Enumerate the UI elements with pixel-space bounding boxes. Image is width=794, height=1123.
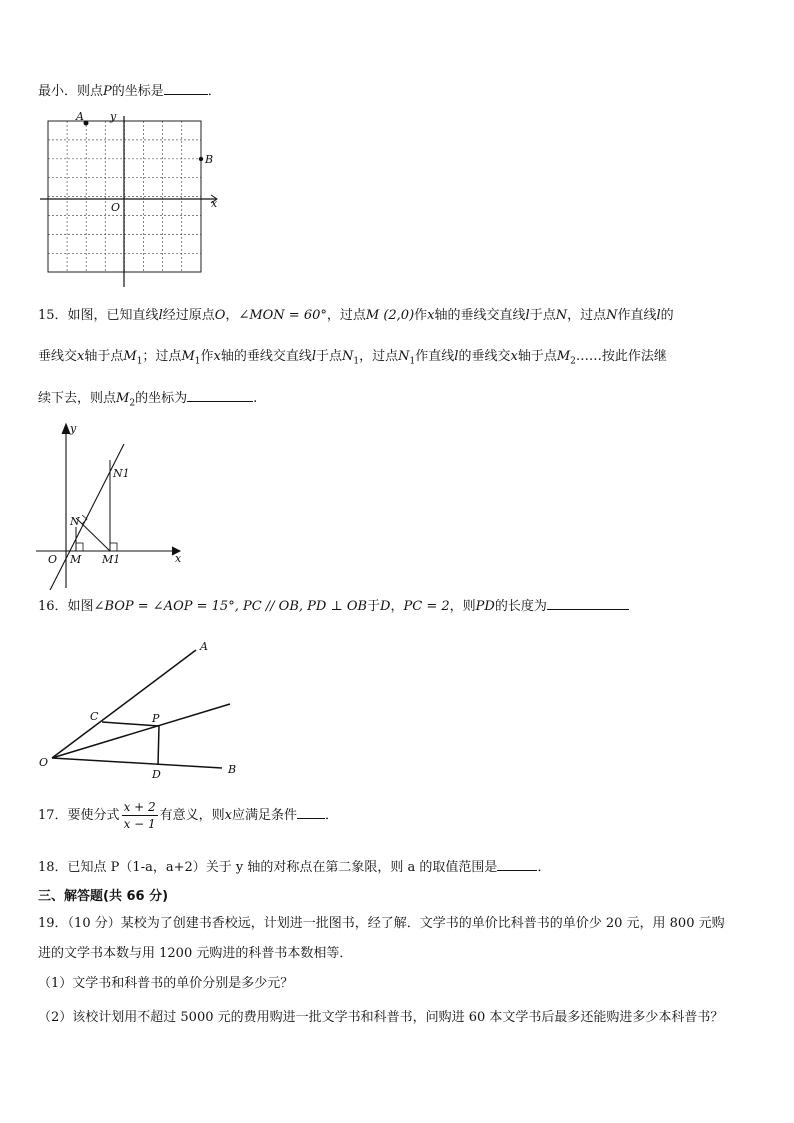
segment-pd <box>158 726 159 765</box>
answer-blank-18[interactable] <box>497 858 537 871</box>
label-n1: N1 <box>113 467 130 480</box>
ray-oa <box>52 650 196 758</box>
section-title: 三、解答题(共 66 分) <box>38 889 169 904</box>
q18-line: 18．已知点 P（1-a，a+2）关于 y 轴的对称点在第二象限，则 a 的取值范围是 ． <box>38 860 551 875</box>
q14-grid-figure <box>36 108 221 290</box>
q15-line1: 15．如图，已知直线l经过原点O，∠MON = 60°，过点M (2,0)作x轴的垂线交直线l于点N，过点N作直线l的 <box>38 308 674 323</box>
label-a: A <box>76 110 84 123</box>
q16-line: 16．如图∠BOP = ∠AOP = 15°, PC // OB, PD ⊥ OB于D，PC = 2，则PD的长度为 <box>38 597 629 617</box>
label-o: O <box>48 553 58 566</box>
y-axis-arrow <box>62 424 70 434</box>
q16-figure <box>34 636 254 786</box>
q14-tail: 最小．则点P的坐标是 ． <box>38 84 221 99</box>
label-x: x <box>175 552 182 565</box>
q15-line3: 续下去，则点$M_2$的坐标为 . <box>38 391 258 409</box>
label-b: B <box>228 763 237 776</box>
q19-line2: 进的文学书本数与用 1200 元购进的科普书本数相等． <box>38 946 353 961</box>
line-l <box>41 444 124 590</box>
q19-sub2: （2）该校计划用不超过 5000 元的费用购进一批文学书和科普书，问购进 60 本文学书后最多还能购进多少本科普书？ <box>38 1010 724 1025</box>
label-y: y <box>110 110 117 123</box>
q17-line: 17．要使分式 $\frac{x + 2}{x - 1}$ 有意义，则x应满足条件 ． <box>38 800 339 831</box>
label-m1: M1 <box>102 553 121 566</box>
answer-blank-17[interactable] <box>297 806 325 819</box>
point-b <box>199 157 203 161</box>
segment-nm1 <box>76 518 110 551</box>
label-x: x <box>211 197 218 210</box>
q19-sub1: （1）文学书和科普书的单价分别是多少元？ <box>38 976 294 991</box>
q15-line2: 垂线交x轴于点$M_1$；过点$M_1$作x轴的垂线交直线l于点$N_1$，过点$N_1$作直线l的垂线交x轴于点$M_2\dots\dots$按此作法继 <box>38 349 667 367</box>
answer-blank-15[interactable] <box>187 389 253 402</box>
label-n: N <box>70 515 80 528</box>
answer-blank-16[interactable] <box>547 597 629 610</box>
answer-blank-14[interactable] <box>164 82 208 95</box>
q19-line1: 19．（10 分）某校为了创建书香校远，计划进一批图书，经了解．文学书的单价比科普书的单价少 20 元，用 800 元购 <box>38 916 725 931</box>
label-c: C <box>90 710 99 723</box>
point-a <box>84 121 89 126</box>
fraction: $\frac{x + 2}{x - 1}$ <box>123 800 156 831</box>
label-o: O <box>111 201 121 214</box>
ray-op <box>52 704 230 758</box>
label-b: B <box>205 153 214 166</box>
q15-figure <box>34 420 194 590</box>
label-p: P <box>152 712 160 725</box>
label-d: D <box>152 768 161 781</box>
label-o: O <box>39 756 49 769</box>
label-a: A <box>200 640 208 653</box>
label-m: M <box>70 553 82 566</box>
ray-ob <box>52 758 222 768</box>
segment-pc <box>102 722 159 726</box>
label-y: y <box>70 422 77 435</box>
